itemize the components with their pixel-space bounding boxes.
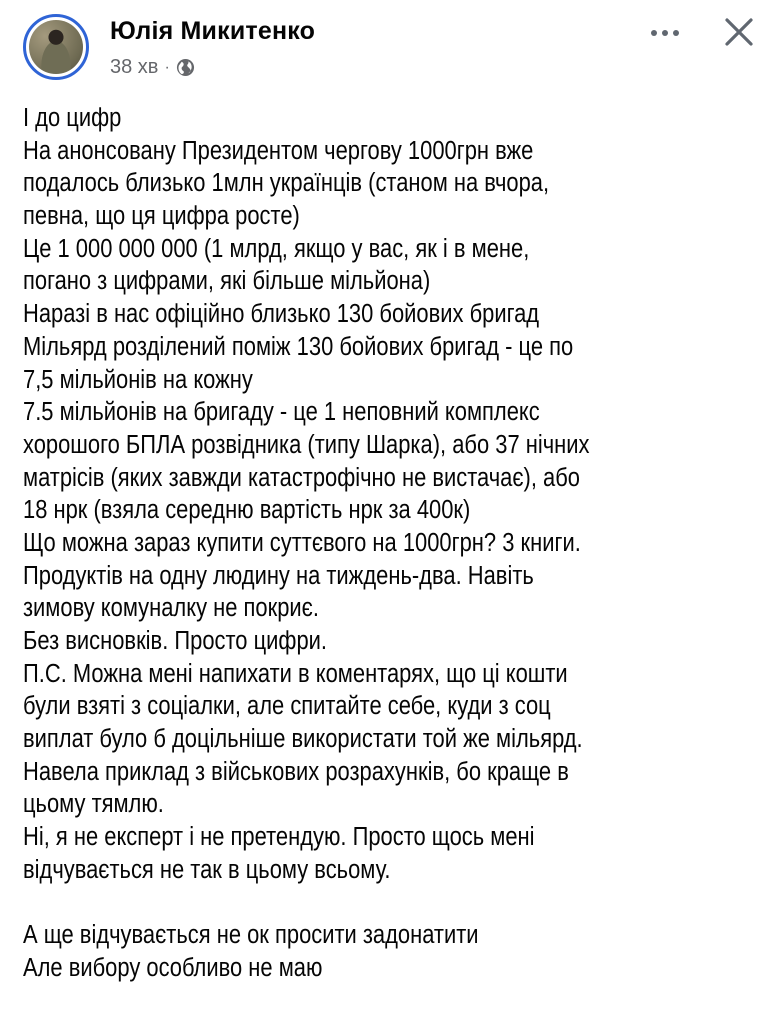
more-horizontal-icon (651, 30, 657, 36)
post-meta (110, 56, 195, 79)
close-icon[interactable] (721, 14, 757, 50)
post-time[interactable]: 38 хв (110, 56, 159, 78)
post-line: Ні, я не експерт і не претендую. Просто щось мені (23, 823, 535, 852)
post-line: Навела приклад з військових розрахунків, бо краще в (23, 757, 569, 786)
post-line (23, 887, 659, 920)
post-line: А ще відчувається не ок просити задонатити (23, 921, 479, 950)
post-line: Наразі в нас офіційно близько 130 бойових бригад (23, 300, 540, 329)
author-avatar[interactable] (23, 14, 89, 80)
post-line: 7.5 мільйонів на бригаду - це 1 неповний комплекс (23, 398, 540, 427)
more-dot (673, 30, 679, 36)
post-line: Продуктів на одну людину на тиждень-два. Навіть (23, 561, 534, 590)
post-line: хорошого БПЛА розвідника (типу Шарка), або 37 нічних (23, 430, 590, 459)
post-line: відчувається не так в цьому всьому. (23, 855, 391, 884)
globe-icon[interactable] (176, 58, 195, 77)
post-line: матрісів (яких завжди катастрофічно не вистачає), або (23, 463, 580, 492)
post-text (23, 102, 659, 985)
more-dot (662, 30, 668, 36)
post-line: погано з цифрами, які більше мільйона) (23, 267, 431, 296)
more-options-button[interactable] (640, 18, 690, 48)
post-line: П.С. Можна мені напихати в коментарях, що ці кошти (23, 659, 568, 688)
post-line: 7,5 мільйонів на кожну (23, 365, 253, 394)
post-line: Мільярд розділений поміж 130 бойових бригад - це по (23, 332, 574, 361)
post-line: Це 1 000 000 000 (1 млрд, якщо у вас, як і в мене, (23, 234, 530, 263)
post-line: 18 нрк (взяла середню вартість нрк за 400к) (23, 496, 471, 525)
post-line: цьому тямлю. (23, 790, 164, 819)
post-line: На анонсовану Президентом чергову 1000грн вже (23, 136, 534, 165)
post-line: виплат було б доцільніше використати той же мільярд. (23, 725, 583, 754)
post-line: Що можна зараз купити суттєвого на 1000грн? 3 книги. (23, 528, 581, 557)
post-line: певна, що ця цифра росте) (23, 202, 300, 231)
post-line: були взяті з соціалки, але спитайте себе, куди з соц (23, 692, 551, 721)
post-line: Але вибору особливо не маю (23, 953, 323, 982)
post-line: Без висновків. Просто цифри. (23, 627, 327, 655)
post-line: зимову комуналку не покриє. (23, 594, 319, 623)
author-name[interactable]: Юлія Микитенко (110, 17, 316, 45)
meta-separator: · (164, 58, 170, 76)
post-line: І до цифр (23, 104, 122, 132)
post-line: подалось близько 1млн українців (станом на вчора, (23, 169, 550, 198)
post-header (0, 0, 780, 90)
avatar-photo (29, 20, 83, 74)
